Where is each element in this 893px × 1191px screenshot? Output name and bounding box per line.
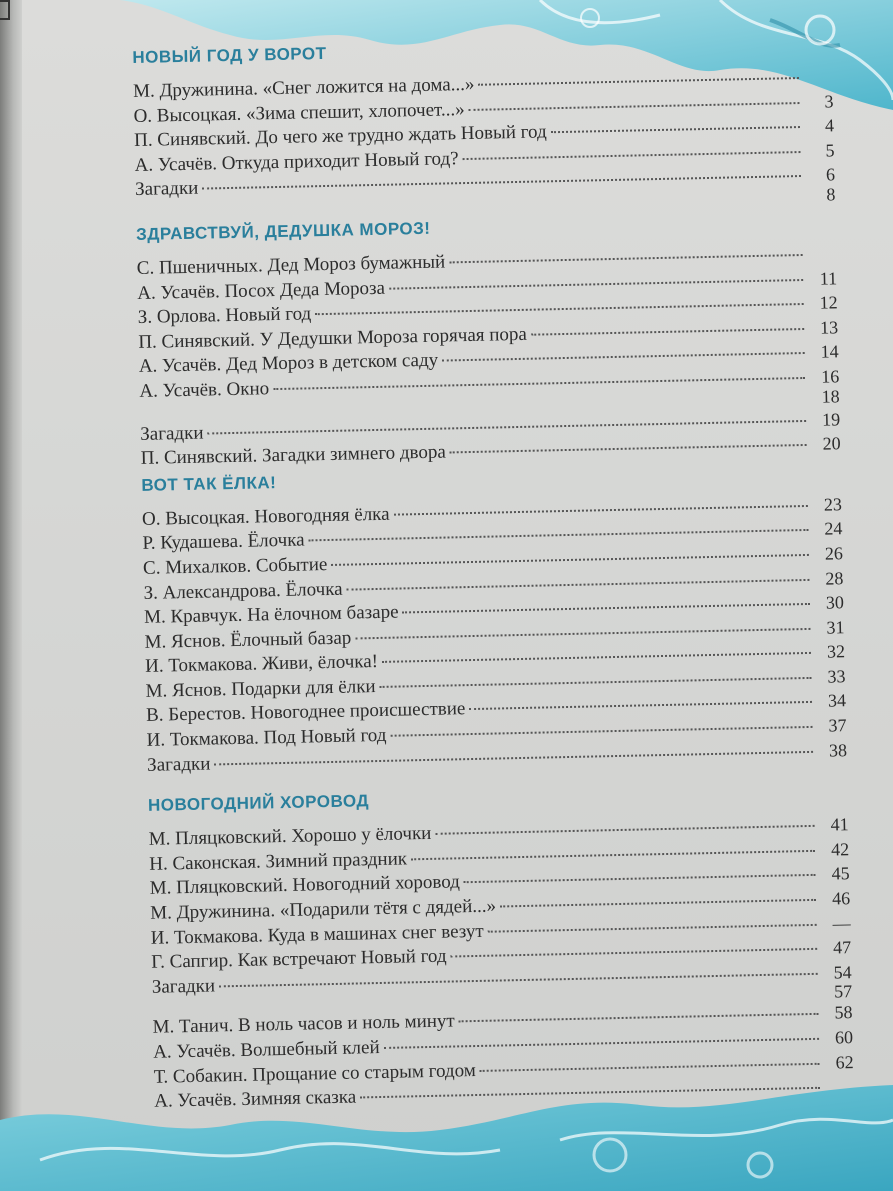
entry-page: 8 bbox=[826, 184, 836, 205]
entry-page: 16 bbox=[820, 366, 840, 387]
entry-title: М. Танич. В ноль часов и ноль минут bbox=[152, 1010, 455, 1039]
entry-page: 46 bbox=[831, 888, 851, 909]
entry-title: З. Орлова. Новый год bbox=[137, 303, 312, 329]
section-title: ВОТ ТАК ЁЛКА! bbox=[141, 472, 277, 495]
entry-title: Р. Кудашева. Ёлочка bbox=[142, 529, 305, 555]
entry-title: Т. Собакин. Прощание со старым годом bbox=[153, 1059, 476, 1088]
entry-title: М. Пляцковский. Хорошо у ёлочки bbox=[148, 823, 432, 851]
entry-page: 3 bbox=[824, 90, 834, 112]
entry-title: Загадки bbox=[134, 178, 199, 201]
entry-title: И. Токмакова. Живи, ёлочка! bbox=[144, 651, 379, 678]
book-spine bbox=[0, 0, 22, 1191]
entry-page: 24 bbox=[824, 518, 843, 539]
dot-leader bbox=[550, 107, 800, 133]
entry-title: О. Высоцкая. Новогодняя ёлка bbox=[141, 503, 390, 530]
entry-page: 13 bbox=[819, 317, 839, 338]
entry-title: З. Александрова. Ёлочка bbox=[143, 578, 343, 604]
entry-page: 60 bbox=[834, 1027, 854, 1048]
entry-title: А. Усачёв. Посох Деда Мороза bbox=[137, 277, 386, 304]
table-of-contents bbox=[132, 25, 854, 1110]
entry-title: Загадки bbox=[151, 975, 216, 998]
entry-page: 14 bbox=[820, 341, 839, 362]
entry-page: 5 bbox=[825, 140, 835, 161]
entry-title: В. Берестов. Новогоднее происшествие bbox=[145, 698, 466, 727]
entry-title: С. Михалков. Событие bbox=[142, 553, 328, 579]
entry-title: П. Синявский. До чего же трудно ждать Новый год bbox=[133, 121, 547, 152]
entry-page: 47 bbox=[832, 937, 852, 958]
entry-page: 37 bbox=[828, 715, 847, 736]
entry-page: 19 bbox=[821, 408, 841, 430]
entry-page bbox=[807, 259, 837, 260]
entry-page: 34 bbox=[827, 690, 847, 712]
entry-page: 28 bbox=[825, 567, 844, 589]
entry-title: А. Усачёв. Волшебный клей bbox=[152, 1037, 380, 1063]
entry-title: П. Синявский. Загадки зимнего двора bbox=[140, 441, 447, 470]
entry-title: О. Высоцкая. «Зима спешит, хлопочет...» bbox=[133, 98, 465, 127]
entry-page: 12 bbox=[819, 292, 838, 313]
entry-page: 41 bbox=[830, 814, 849, 835]
entry-title: А. Усачёв. Зимняя сказка bbox=[154, 1086, 357, 1112]
entry-page: 26 bbox=[824, 543, 844, 564]
entry-title: И. Токмакова. Куда в машинах снег везут bbox=[150, 920, 484, 949]
section-title: НОВЫЙ ГОД У ВОРОТ bbox=[132, 43, 327, 67]
entry-page: 23 bbox=[823, 493, 843, 515]
entry-page bbox=[824, 1092, 854, 1093]
section-title: ЗДРАВСТВУЙ, ДЕДУШКА МОРОЗ! bbox=[135, 218, 431, 244]
entry-page: 4 bbox=[824, 115, 835, 136]
entry-page: 32 bbox=[826, 641, 846, 662]
entry-title: М. Яснов. Ёлочный базар bbox=[144, 627, 352, 653]
entry-title: Загадки bbox=[140, 422, 204, 445]
entry-page: 30 bbox=[825, 592, 845, 613]
entry-page: 58 bbox=[834, 1002, 853, 1023]
entry-page: 31 bbox=[826, 616, 845, 638]
entry-page: — bbox=[832, 912, 851, 934]
section-title: НОВОГОДНИЙ ХОРОВОД bbox=[147, 791, 370, 816]
entry-title: М. Кравчук. На ёлочном базаре bbox=[143, 601, 399, 628]
entry-title: Г. Сапгир. Как встречают Новый год bbox=[151, 945, 447, 974]
entry-title: И. Токмакова. Под Новый год bbox=[146, 724, 387, 751]
entry-page: 11 bbox=[819, 267, 838, 289]
entry-title: М. Дружинина. «Подарили тётя с дядей...» bbox=[150, 895, 497, 924]
dot-leader bbox=[449, 235, 803, 263]
dot-leader bbox=[530, 309, 804, 336]
entry-page: 62 bbox=[835, 1051, 854, 1073]
entry-page: 54 bbox=[833, 961, 852, 983]
entry-page bbox=[803, 82, 833, 83]
entry-page: 6 bbox=[825, 164, 836, 185]
entry-title: А. Усачёв. Окно bbox=[139, 378, 270, 402]
entry-title: М. Дружинина. «Снег ложится на дома...» bbox=[132, 73, 475, 102]
dot-leader bbox=[478, 58, 799, 86]
entry-page: 33 bbox=[827, 666, 846, 687]
entry-page: 42 bbox=[830, 839, 850, 860]
spine-mark bbox=[0, 0, 10, 20]
entry-title: М. Яснов. Подарки для ёлки bbox=[145, 675, 376, 702]
entry-page: 20 bbox=[822, 433, 841, 454]
entry-page: 38 bbox=[828, 739, 848, 761]
entry-title: П. Синявский. У Дедушки Мороза горячая пора bbox=[138, 323, 528, 353]
dot-leader bbox=[435, 806, 815, 835]
entry-page: 45 bbox=[831, 863, 850, 884]
entry-title: А. Усачёв. Дед Мороз в детском саду bbox=[138, 350, 439, 378]
entry-title: Загадки bbox=[146, 753, 211, 776]
entry-title: С. Пшеничных. Дед Мороз бумажный bbox=[136, 251, 446, 279]
entry-title: М. Пляцковский. Новогодний хоровод bbox=[149, 871, 461, 900]
entry-title: А. Усачёв. Откуда приходит Новый год? bbox=[134, 147, 459, 176]
entry-title: Н. Саконская. Зимний праздник bbox=[149, 848, 408, 875]
entry-page: 18 bbox=[821, 385, 840, 407]
entry-page: 57 bbox=[833, 981, 853, 1002]
